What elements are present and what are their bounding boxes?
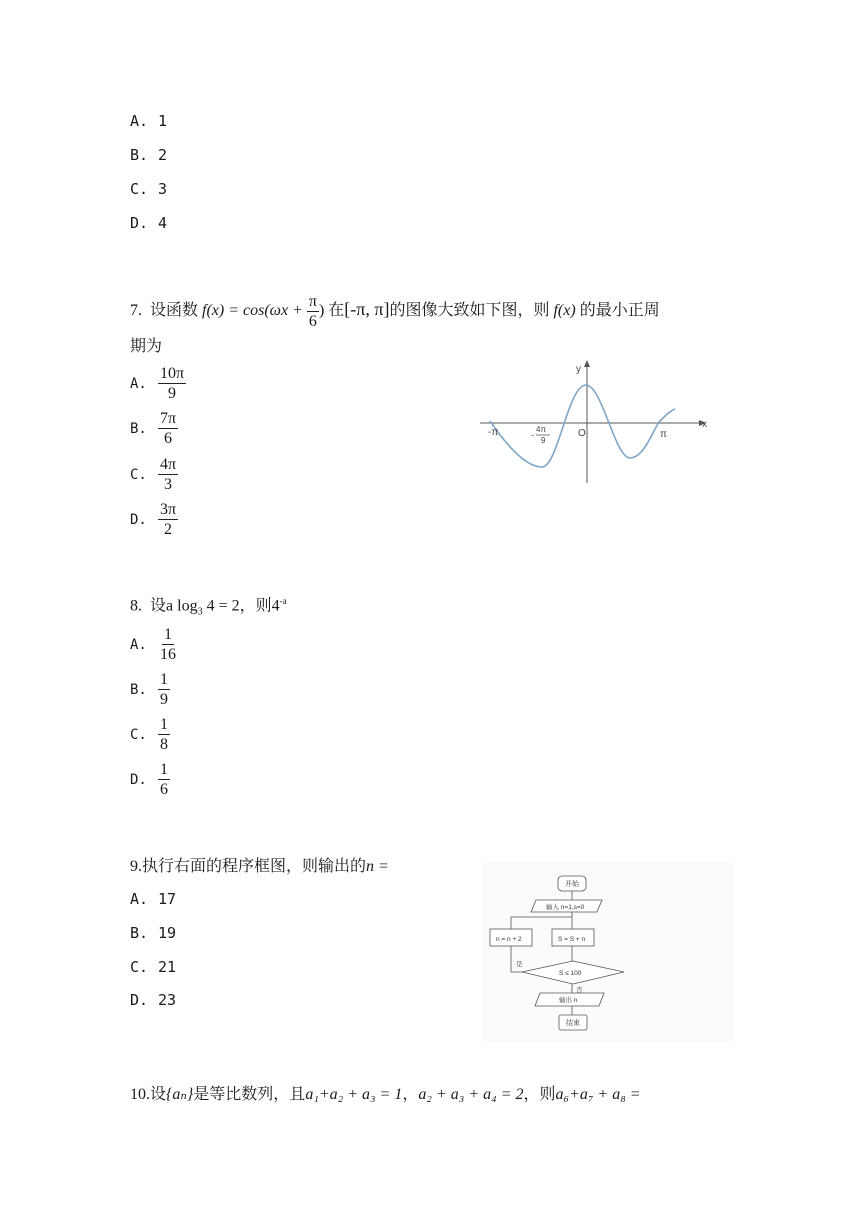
q9-stem <box>130 856 389 878</box>
y-axis-label: y <box>576 364 581 375</box>
option-label: B. <box>130 420 147 437</box>
question-number: 7. <box>130 302 142 320</box>
frac-den: 8 <box>160 736 168 753</box>
q10-eq3: a₆+a₇ + a₈ = <box>555 1086 641 1103</box>
option-fraction <box>158 409 178 448</box>
frac-num: 1 <box>160 761 168 778</box>
option-fraction <box>158 715 170 754</box>
frac-den: 9 <box>168 385 177 402</box>
option-fraction <box>158 364 186 403</box>
option-value: 2 <box>158 146 168 164</box>
option-label: C. <box>130 958 149 976</box>
q8-text-post: ，则 <box>239 597 272 615</box>
q8-option-d <box>130 760 170 799</box>
option-fraction <box>158 625 178 664</box>
frac-den: 2 <box>164 521 173 538</box>
q10-eq2: a₂ + a₃ + a₄ = 2 <box>418 1086 524 1103</box>
q8-exponent: -a <box>279 596 287 606</box>
mark-num: 4π <box>536 425 546 434</box>
q10-eq1: a₁+a₂ + a₃ = 1 <box>305 1086 403 1103</box>
q10-text-post: ，则 <box>523 1086 556 1103</box>
no-label: 否 <box>576 987 583 994</box>
option-fraction <box>158 760 170 799</box>
option-label: A. <box>130 375 147 392</box>
pi-tick: π <box>660 429 667 440</box>
frac-num: 1 <box>160 716 168 733</box>
frac-den: 6 <box>164 430 173 447</box>
option-label: D. <box>130 214 149 232</box>
option-label: D. <box>130 991 149 1009</box>
frac-num: 10π <box>160 365 185 382</box>
flowchart-bg <box>482 862 734 1042</box>
q6-option-d <box>130 214 167 232</box>
q7-text-post2: 的最小正周 <box>579 302 660 320</box>
update-n-label: n = n + 2 <box>496 936 522 943</box>
option-label: A. <box>130 112 149 130</box>
option-value: 3 <box>158 180 168 198</box>
neg-pi-tick: -π <box>488 427 499 438</box>
option-label: A. <box>130 890 149 908</box>
question-number: 10. <box>130 1086 150 1103</box>
q7-close: ) <box>318 302 325 320</box>
q7-stem <box>130 292 660 331</box>
q10-text: 设 <box>150 1086 167 1103</box>
start-label: 开始 <box>565 881 579 888</box>
condition-label: S ≤ 100 <box>559 970 582 977</box>
q7-stem-line2: 期为 <box>130 338 163 355</box>
curve <box>490 385 675 467</box>
frac-num: π <box>308 293 317 310</box>
mark-den: 9 <box>541 436 546 445</box>
option-label: B. <box>130 681 147 698</box>
q9-option-d <box>130 991 176 1009</box>
frac-num: 4π <box>160 456 177 473</box>
update-s-label: S = S + n <box>558 936 586 943</box>
q7-cosine-graph <box>470 355 720 490</box>
question-number: 8. <box>130 597 142 615</box>
q10-stem <box>130 1084 641 1106</box>
option-label: D. <box>130 771 147 788</box>
frac-num: 7π <box>160 410 177 427</box>
option-fraction <box>158 455 178 494</box>
q7-option-d <box>130 500 178 539</box>
option-label: B. <box>130 924 149 942</box>
option-label: C. <box>130 466 147 483</box>
q9-option-a <box>130 890 176 908</box>
q7-function: f(x) = cos(ωx + <box>202 302 307 320</box>
q8-expr2: 4 = 2 <box>202 597 240 615</box>
y-axis-arrow <box>584 360 590 367</box>
frac-den: 16 <box>160 646 176 663</box>
q7-interval: [-π, π] <box>344 299 390 320</box>
x-axis-label: x <box>702 419 707 430</box>
output-label: 输出 n <box>559 997 578 1004</box>
q8-option-a <box>130 625 178 664</box>
q10-sep: ， <box>402 1086 419 1103</box>
q7-option-b <box>130 409 178 448</box>
origin-label: O <box>578 428 586 439</box>
frac-den: 6 <box>308 313 317 330</box>
q8-option-b <box>130 670 170 709</box>
option-label: D. <box>130 511 147 528</box>
q7-option-c <box>130 455 178 494</box>
frac-num: 3π <box>160 501 177 518</box>
q9-flowchart <box>482 862 734 1042</box>
q8-expr: a log <box>166 597 198 615</box>
option-value: 19 <box>158 924 177 942</box>
option-value: 21 <box>158 958 177 976</box>
frac-den: 3 <box>164 476 173 493</box>
q10-sequence: {aₙ} <box>166 1086 194 1103</box>
input-label: 输入 n=1,s=0 <box>546 904 585 911</box>
q7-text-post1: 的图像大致如下图，则 <box>389 302 550 320</box>
option-value: 1 <box>158 112 168 130</box>
option-fraction <box>158 500 178 539</box>
frac-den: 9 <box>160 691 168 708</box>
q7-text: 设函数 <box>150 302 199 320</box>
q9-var: n = <box>366 858 389 875</box>
option-label: B. <box>130 146 149 164</box>
q9-option-c <box>130 958 176 976</box>
yes-label: 是 <box>516 961 523 968</box>
q7-text-mid: 在 <box>328 302 345 320</box>
frac-num: 1 <box>164 626 172 643</box>
q9-option-b <box>130 924 176 942</box>
option-label: C. <box>130 180 149 198</box>
option-value: 4 <box>158 214 168 232</box>
option-label: A. <box>130 636 147 653</box>
q8-log-base: 3 <box>197 606 203 618</box>
option-value: 17 <box>158 890 177 908</box>
q8-option-c <box>130 715 170 754</box>
mark-sign: - <box>531 430 534 440</box>
q8-base: 4 <box>271 597 280 615</box>
option-value: 23 <box>158 991 177 1009</box>
q7-option-a <box>130 364 186 403</box>
end-label: 结束 <box>566 1020 580 1027</box>
q8-text: 设 <box>150 597 167 615</box>
option-label: C. <box>130 726 147 743</box>
frac-den: 6 <box>160 781 168 798</box>
q6-option-a <box>130 112 167 130</box>
q10-text-mid: 是等比数列，且 <box>193 1086 306 1103</box>
q7-function-2: f(x) <box>553 302 576 320</box>
q6-option-b <box>130 146 167 164</box>
q9-text: 9.执行右面的程序框图，则输出的 <box>130 858 367 875</box>
q6-option-c <box>130 180 167 198</box>
q7-fraction <box>307 292 319 331</box>
q8-stem <box>130 590 287 624</box>
option-fraction <box>158 670 170 709</box>
frac-num: 1 <box>160 671 168 688</box>
